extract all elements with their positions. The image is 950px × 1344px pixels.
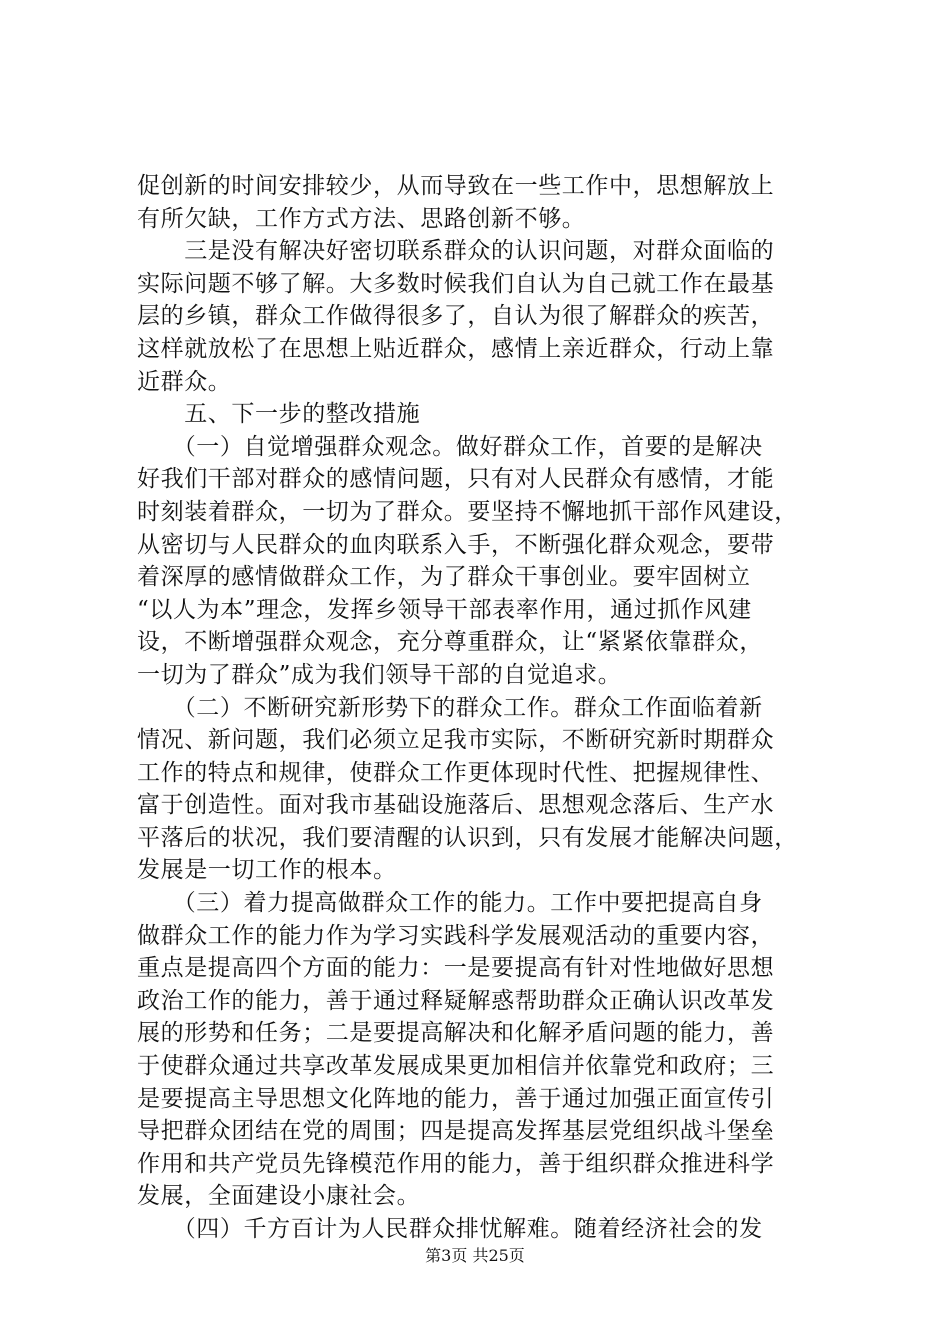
text-line: 近群众。: [137, 368, 232, 395]
text-line: 是要提高主导思想文化阵地的能力，善于通过加强正面宣传引: [137, 1085, 775, 1112]
text-line: 好我们干部对群众的感情问题，只有对人民群众有感情，才能: [137, 466, 775, 493]
text-line: 重点是提高四个方面的能力：一是要提高有针对性地做好思想: [137, 955, 775, 982]
text-line: 做群众工作的能力作为学习实践科学发展观活动的重要内容，: [137, 922, 775, 949]
text-line: 有所欠缺，工作方式方法、思路创新不够。: [137, 205, 586, 232]
text-line: 三是没有解决好密切联系群众的认识问题，对群众面临的: [137, 238, 775, 265]
text-line: “以人为本”理念，发挥乡领导干部表率作用，通过抓作风建: [137, 596, 752, 623]
text-line: （三）着力提高做群众工作的能力。工作中要把提高自身: [137, 890, 763, 917]
text-line: （四）千方百计为人民群众排忧解难。随着经济社会的发: [137, 1216, 763, 1242]
text-line: 平落后的状况，我们要清醒的认识到，只有发展才能解决问题，: [137, 824, 798, 851]
page-footer: 第3页 共25页: [425, 1246, 525, 1265]
text-line: 作用和共产党员先锋模范作用的能力，善于组织群众推进科学: [137, 1150, 775, 1177]
text-line: 情况、新问题，我们必须立足我市实际，不断研究新时期群众: [137, 727, 775, 754]
text-line: （一）自觉增强群众观念。做好群众工作，首要的是解决: [137, 433, 763, 460]
text-line: 发展，全面建设小康社会。: [137, 1183, 421, 1210]
text-line: 导把群众团结在党的周围；四是提高发挥基层党组织战斗堡垒: [137, 1118, 775, 1145]
text-line: 实际问题不够了解。大多数时候我们自认为自己就工作在最基: [137, 270, 775, 297]
text-line: 促创新的时间安排较少，从而导致在一些工作中，思想解放上: [137, 173, 775, 199]
text-line: 设，不断增强群众观念，充分尊重群众，让“紧紧依靠群众，: [137, 629, 763, 656]
text-line: 工作的特点和规律，使群众工作更体现时代性、把握规律性、: [137, 759, 775, 786]
document-body: [137, 170, 835, 1246]
text-line: 从密切与人民群众的血肉联系入手，不断强化群众观念，要带: [137, 531, 775, 558]
text-line: 时刻装着群众，一切为了群众。要坚持不懈地抓干部作风建设，: [137, 498, 798, 525]
text-line: 五、下一步的整改措施: [137, 401, 421, 428]
text-line: 这样就放松了在思想上贴近群众，感情上亲近群众，行动上靠: [137, 335, 775, 362]
text-line: 于使群众通过共享改革发展成果更加相信并依靠党和政府；三: [137, 1053, 775, 1080]
text-line: 政治工作的能力，善于通过释疑解惑帮助群众正确认识改革发: [137, 987, 775, 1014]
text-line: 富于创造性。面对我市基础设施落后、思想观念落后、生产水: [137, 792, 775, 819]
text-line: 一切为了群众”成为我们领导干部的自觉追求。: [137, 661, 622, 688]
text-line: 着深厚的感情做群众工作，为了群众干事创业。要牢固树立: [137, 564, 751, 591]
text-line: 层的乡镇，群众工作做得很多了，自认为很了解群众的疾苦，: [137, 303, 775, 330]
text-line: 发展是一切工作的根本。: [137, 857, 397, 884]
text-line: 展的形势和任务；二是要提高解决和化解矛盾问题的能力，善: [137, 1020, 775, 1047]
text-line: （二）不断研究新形势下的群众工作。群众工作面临着新: [137, 694, 763, 721]
